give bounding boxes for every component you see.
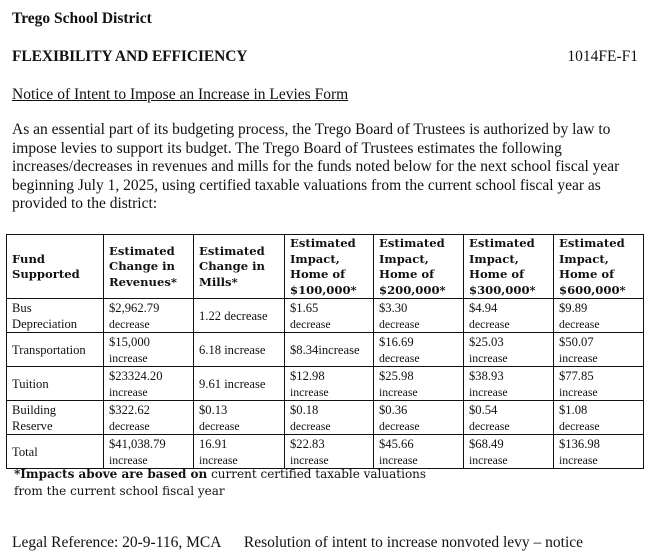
- mills-cell: [194, 435, 285, 469]
- amount: $1.65: [290, 301, 319, 315]
- header-revenues: Estimated Change in Revenues*: [104, 235, 194, 299]
- direction: increase: [379, 453, 418, 467]
- amount: $136.98: [559, 437, 600, 451]
- mills-cell: [194, 401, 285, 435]
- table-header-row: [7, 235, 644, 299]
- home-100k-cell: [285, 401, 374, 435]
- mills-cell: [194, 333, 285, 367]
- amount: $38.93: [469, 369, 504, 383]
- fund-cell: Bus Depreciation: [7, 299, 104, 333]
- direction: increase: [109, 385, 148, 399]
- table-row: [7, 333, 644, 367]
- amount: $0.18: [290, 403, 319, 417]
- table-row-total: [7, 435, 644, 469]
- direction: decrease: [559, 317, 600, 331]
- amount: $4.94: [469, 301, 498, 315]
- header-fund: Fund Supported: [7, 235, 104, 299]
- amount: $45.66: [379, 437, 414, 451]
- direction: decrease: [379, 419, 420, 433]
- amount: $50.07: [559, 335, 594, 349]
- direction: increase: [290, 453, 329, 467]
- home-200k-cell: [374, 435, 464, 469]
- home-300k-cell: [464, 333, 554, 367]
- footnote-text: current certified taxable valuations from the current school fiscal year: [14, 467, 427, 498]
- legal-reference-line: [12, 534, 583, 552]
- direction: increase: [559, 351, 598, 365]
- home-600k-cell: [554, 299, 644, 333]
- direction: decrease: [559, 419, 600, 433]
- direction: decrease: [290, 419, 331, 433]
- amount: $25.03: [469, 335, 504, 349]
- direction: increase: [109, 453, 148, 467]
- direction: increase: [199, 453, 238, 467]
- footnote-bold: *Impacts above are based on: [14, 467, 208, 481]
- table-row: [7, 367, 644, 401]
- direction: increase: [469, 351, 508, 365]
- amount: $23324.20: [109, 369, 163, 383]
- fund-cell: Building Reserve: [7, 401, 104, 435]
- revenues-cell: [104, 367, 194, 401]
- district-name: Trego School District: [12, 10, 152, 27]
- form-title: Notice of Intent to Impose an Increase in Levies Form: [12, 86, 349, 103]
- home-200k-cell: [374, 401, 464, 435]
- home-200k-cell: [374, 333, 464, 367]
- header-home-100k: Estimated Impact, Home of $100,000*: [285, 235, 374, 299]
- mills-cell: [194, 367, 285, 401]
- amount: $16.69: [379, 335, 414, 349]
- direction: decrease: [379, 351, 420, 365]
- header-home-300k: Estimated Impact, Home of $300,000*: [464, 235, 554, 299]
- amount: $9.89: [559, 301, 588, 315]
- mills-cell: [194, 299, 285, 333]
- home-300k-cell: [464, 401, 554, 435]
- amount: $8.34increase: [290, 343, 360, 357]
- home-600k-cell: [554, 401, 644, 435]
- direction: decrease: [109, 317, 150, 331]
- direction: increase: [109, 351, 148, 365]
- amount: 16.91: [199, 437, 228, 451]
- direction: increase: [469, 385, 508, 399]
- direction: decrease: [290, 317, 331, 331]
- table-row: [7, 401, 644, 435]
- amount: $25.98: [379, 369, 414, 383]
- legal-description: Resolution of intent to increase nonvoted levy – notice: [243, 534, 584, 551]
- home-600k-cell: [554, 435, 644, 469]
- policy-code: 1014FE-F1: [567, 48, 638, 65]
- table-footnote: [14, 466, 434, 499]
- revenues-cell: [104, 299, 194, 333]
- home-300k-cell: [464, 367, 554, 401]
- home-100k-cell: [285, 299, 374, 333]
- direction: decrease: [199, 419, 240, 433]
- direction: increase: [290, 385, 329, 399]
- home-100k-cell: [285, 333, 374, 367]
- policy-title: FLEXIBILITY AND EFFICIENCY: [12, 48, 248, 65]
- home-600k-cell: [554, 367, 644, 401]
- header-mills: Estimated Change in Mills*: [194, 235, 285, 299]
- home-200k-cell: [374, 299, 464, 333]
- levy-table: [6, 234, 644, 469]
- amount: $41,038.79: [109, 437, 166, 451]
- fund-cell: Tuition: [7, 367, 104, 401]
- amount: $1.08: [559, 403, 588, 417]
- amount: 9.61 increase: [199, 377, 266, 391]
- home-200k-cell: [374, 367, 464, 401]
- direction: decrease: [469, 419, 510, 433]
- home-300k-cell: [464, 435, 554, 469]
- home-300k-cell: [464, 299, 554, 333]
- amount: $77.85: [559, 369, 594, 383]
- amount: $2,962.79: [109, 301, 160, 315]
- header-home-200k: Estimated Impact, Home of $200,000*: [374, 235, 464, 299]
- amount: 6.18 increase: [199, 343, 266, 357]
- direction: increase: [379, 385, 418, 399]
- direction: increase: [559, 385, 598, 399]
- home-100k-cell: [285, 367, 374, 401]
- fund-cell: Transportation: [7, 333, 104, 367]
- header-home-600k: Estimated Impact, Home of $600,000*: [554, 235, 644, 299]
- amount: $0.13: [199, 403, 228, 417]
- amount: $0.54: [469, 403, 498, 417]
- revenues-cell: [104, 435, 194, 469]
- direction: increase: [559, 453, 598, 467]
- intro-paragraph: As an essential part of its budgeting process, the Trego Board of Trustees is authorized by law to impose levies to support its budget. The Trego Board of Trustees estimates the following increases/decreases in revenues and mills for the funds noted below for the next school fiscal year beginning July 1, 2025, using certified taxable valuations from the current school fiscal year as provided to the district:: [12, 121, 620, 213]
- direction: increase: [469, 453, 508, 467]
- amount: $3.30: [379, 301, 408, 315]
- revenues-cell: [104, 401, 194, 435]
- home-100k-cell: [285, 435, 374, 469]
- amount: $68.49: [469, 437, 504, 451]
- legal-reference: Legal Reference: 20-9-116, MCA: [12, 534, 221, 551]
- amount: 1.22 decrease: [199, 309, 268, 323]
- amount: $322.62: [109, 403, 150, 417]
- direction: decrease: [469, 317, 510, 331]
- amount: $12.98: [290, 369, 325, 383]
- table-row: [7, 299, 644, 333]
- direction: decrease: [379, 317, 420, 331]
- amount: $22.83: [290, 437, 325, 451]
- amount: $0.36: [379, 403, 408, 417]
- home-600k-cell: [554, 333, 644, 367]
- direction: decrease: [109, 419, 150, 433]
- revenues-cell: [104, 333, 194, 367]
- amount: $15,000: [109, 335, 150, 349]
- fund-cell: Total: [7, 435, 104, 469]
